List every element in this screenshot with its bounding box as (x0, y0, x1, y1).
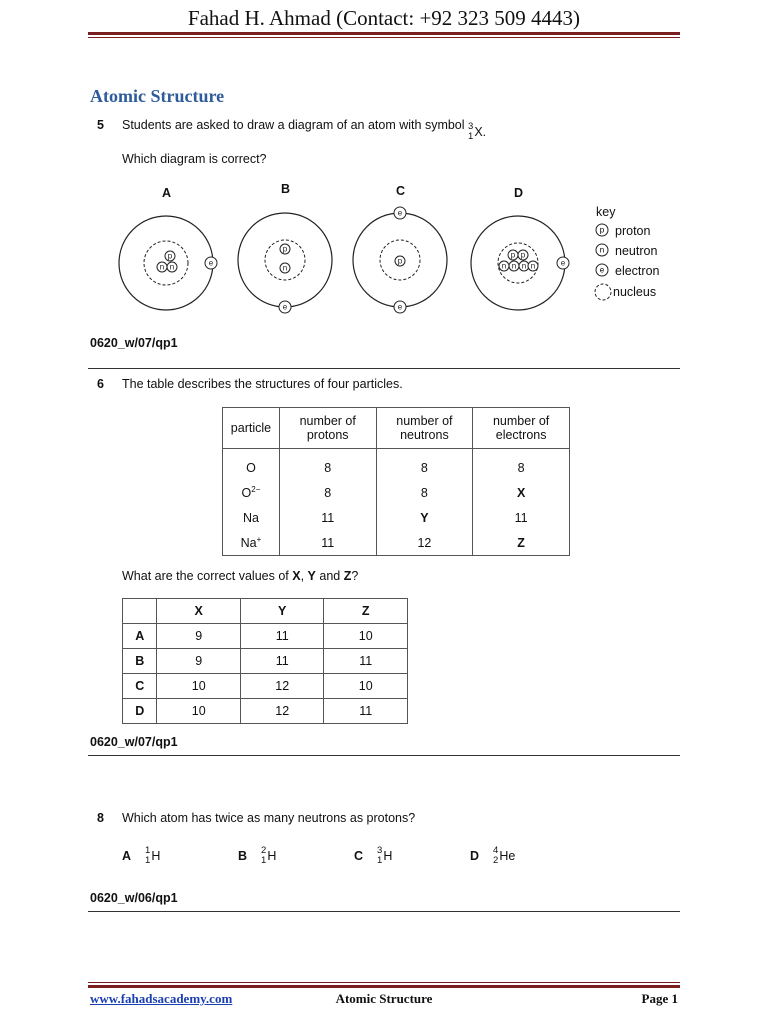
svg-text:n: n (511, 261, 517, 271)
svg-text:p: p (510, 250, 516, 260)
q5-option-a-label: A (162, 186, 172, 200)
table-header-row (223, 408, 570, 449)
svg-text:e: e (208, 258, 214, 268)
svg-text:e: e (397, 302, 403, 312)
table-header-cell: X (157, 599, 241, 624)
table-header-cell: number of neutrons (376, 408, 473, 449)
separator (88, 755, 680, 756)
svg-text:e: e (560, 258, 566, 268)
table-header-cell (123, 599, 157, 624)
atom-diagram-b (238, 213, 332, 313)
q8-option-c: C 3 1 H (354, 845, 393, 866)
svg-text:p: p (167, 251, 173, 261)
footer-website-link[interactable]: www.fahadsacademy.com (90, 991, 233, 1006)
table-cell: 9 (157, 649, 241, 674)
table-cell: 12 (376, 530, 473, 556)
table-cell: 11 (279, 505, 376, 530)
header-rule-thin (88, 37, 680, 38)
table-cell: 9 (157, 624, 241, 649)
svg-text:n: n (169, 262, 175, 272)
table-cell: O (223, 449, 280, 481)
answers-table (122, 598, 408, 724)
table-cell: 10 (324, 674, 408, 699)
svg-text:n: n (530, 261, 536, 271)
table-cell: 8 (279, 449, 376, 481)
q5-text: Students are asked to draw a diagram of an atom with symbol 3 1 X . (122, 118, 487, 142)
atom-diagram-d (471, 216, 569, 310)
footer-rule-thin (88, 982, 680, 983)
table-row (123, 699, 408, 724)
atom-diagrams (100, 200, 600, 320)
table-row (123, 674, 408, 699)
separator (88, 911, 680, 912)
table-cell: 8 (376, 480, 473, 505)
particles-table (222, 407, 570, 556)
footer-title: Atomic Structure (335, 991, 433, 1006)
q5-option-c-label: C (396, 184, 406, 198)
svg-text:n: n (599, 245, 605, 255)
table-cell: 12 (240, 674, 324, 699)
q5-ref: 0620_w/07/qp1 (90, 336, 178, 350)
table-row (223, 449, 570, 481)
separator (88, 368, 680, 369)
table-header-cell: Y (240, 599, 324, 624)
q8-number: 8 (97, 811, 104, 825)
table-cell: $O^{2-}$ (223, 480, 280, 505)
table-row (223, 480, 570, 505)
table-header-cell: number of protons (279, 408, 376, 449)
table-cell: D (123, 699, 157, 724)
header-rule (88, 32, 680, 35)
table-cell: 8 (473, 449, 570, 481)
table-header-cell: number of electrons (473, 408, 570, 449)
table-cell: Y (376, 505, 473, 530)
key-electron-label: electron (615, 264, 660, 278)
svg-text:n: n (521, 261, 527, 271)
table-cell: A (123, 624, 157, 649)
svg-text:e: e (282, 302, 288, 312)
nucleus-icon (595, 284, 611, 300)
table-cell: 8 (279, 480, 376, 505)
atom-diagram-c (353, 207, 447, 313)
atom-diagram-a (119, 216, 217, 310)
table-cell: 11 (240, 649, 324, 674)
table-cell: Na (223, 505, 280, 530)
q5-question: Which diagram is correct? (122, 152, 267, 166)
table-cell: 11 (324, 699, 408, 724)
q5-number: 5 (97, 118, 104, 132)
table-cell: 11 (279, 530, 376, 556)
q8-option-d: D 4 2 He (470, 845, 516, 866)
key-proton-label: proton (615, 224, 651, 238)
q6-number: 6 (97, 377, 104, 391)
table-header-cell: Z (324, 599, 408, 624)
q8-ref: 0620_w/06/qp1 (90, 891, 178, 905)
table-cell: 11 (324, 649, 408, 674)
svg-text:p: p (282, 244, 288, 254)
table-cell: 12 (240, 699, 324, 724)
table-header-cell: particle (223, 408, 280, 449)
q8-option-a: A 1 1 H (122, 845, 161, 866)
key-neutron-label: neutron (615, 244, 658, 258)
electron-icon (596, 264, 608, 276)
table-cell: 10 (157, 699, 241, 724)
table-cell: B (123, 649, 157, 674)
svg-text:e: e (599, 265, 605, 275)
table-cell: 11 (473, 505, 570, 530)
svg-text:n: n (282, 263, 288, 273)
q8-option-b: B 2 1 H (238, 845, 277, 866)
page-number: Page 1 (641, 991, 678, 1006)
neutron-icon (596, 244, 608, 256)
q6-text: The table describes the structures of four particles. (122, 377, 403, 391)
key-nucleus-label: nucleus (613, 285, 657, 299)
table-cell: 8 (376, 449, 473, 481)
svg-text:n: n (159, 262, 165, 272)
table-row (123, 624, 408, 649)
svg-text:p: p (599, 225, 605, 235)
table-row (123, 649, 408, 674)
svg-text:e: e (397, 208, 403, 218)
table-cell: 11 (240, 624, 324, 649)
table-cell: 10 (324, 624, 408, 649)
table-row (223, 505, 570, 530)
svg-text:n: n (501, 261, 507, 271)
page-header-title: Fahad H. Ahmad (Contact: +92 323 509 4443) (187, 6, 581, 30)
q6-question: What are the correct values of X, Y and Z? (122, 569, 359, 583)
svg-text:p: p (397, 256, 403, 266)
table-row (223, 530, 570, 556)
q6-ref: 0620_w/07/qp1 (90, 735, 178, 749)
section-title: Atomic Structure (90, 86, 225, 106)
table-cell: Na+ (223, 530, 280, 556)
table-header-row (123, 599, 408, 624)
proton-icon (596, 224, 608, 236)
table-cell: Z (473, 530, 570, 556)
table-cell: C (123, 674, 157, 699)
table-cell: X (473, 480, 570, 505)
svg-text:p: p (520, 250, 526, 260)
q5-symbol: 3 1 X . (468, 121, 487, 142)
q8-text: Which atom has twice as many neutrons as protons? (122, 811, 416, 825)
key-title: key (596, 205, 616, 219)
key-glyphs (594, 222, 614, 302)
table-cell: 10 (157, 674, 241, 699)
q5-option-b-label: B (281, 182, 291, 196)
footer-rule (88, 985, 680, 988)
q5-option-d-label: D (514, 186, 524, 200)
